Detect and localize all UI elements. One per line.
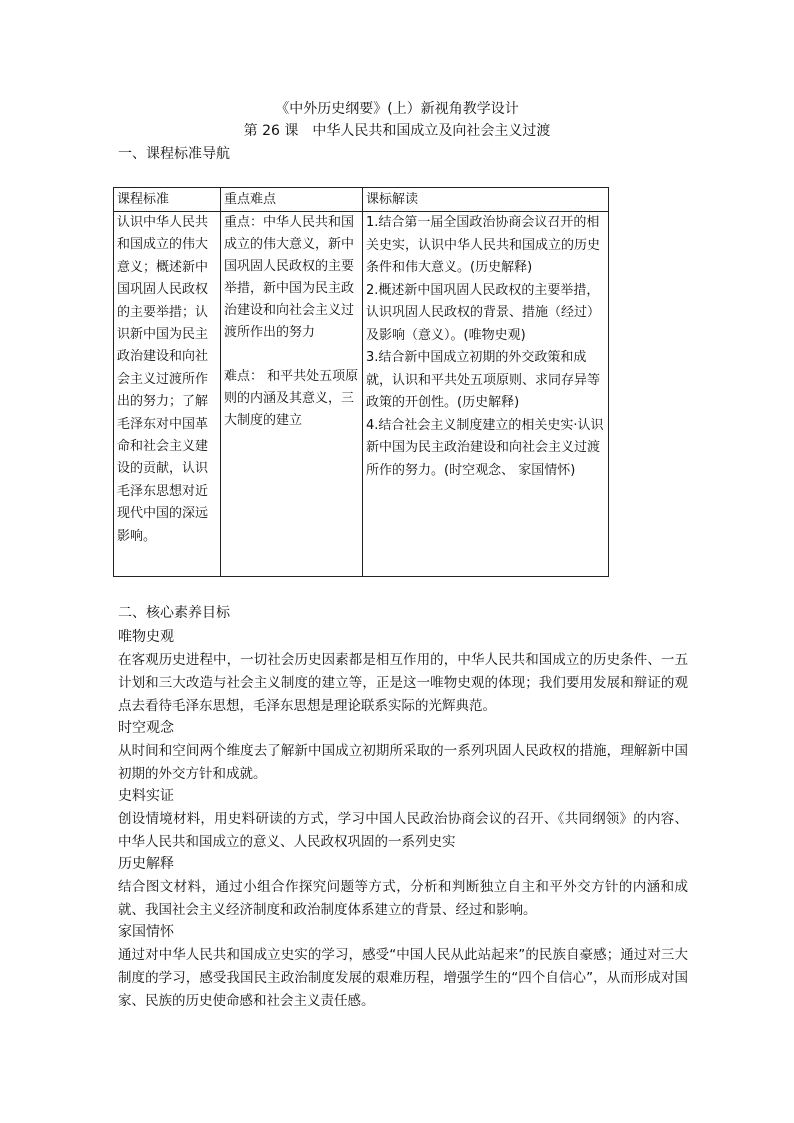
difficult-point-text: 难点： 和平共处五项原则的内涵及其意义，三大制度的建立 <box>224 369 359 428</box>
header-standard: 课程标准 <box>114 188 221 212</box>
key-point-text: 重点：中华人民共和国成立的伟大意义，新中国巩固人民政权的主要举措，新中国为民主政治建设和向社会主义过渡所作出的努力 <box>224 215 355 340</box>
literacy-title: 家国情怀 <box>118 924 174 940</box>
cell-interpretation <box>363 212 609 577</box>
header-key-points: 重点难点 <box>221 188 363 212</box>
interpretation-item: 4.结合社会主义制度建立的相关史实·认识新中国为民主政治建设和向社会主义过渡所作的努力。(时空观念、 家国情怀) <box>366 417 604 478</box>
table-row <box>114 212 609 577</box>
literacy-title: 历史解释 <box>118 856 174 872</box>
section-heading-curriculum: 一、课程标准导航 <box>118 146 230 162</box>
header-interpretation: 课标解读 <box>363 188 609 212</box>
literacy-text: 从时间和空间两个维度去了解新中国成立初期所采取的一系列巩固人民政权的措施，理解新中国初期的外交方针和成就。 <box>118 743 688 782</box>
literacy-text: 结合图文材料，通过小组合作探究问题等方式，分析和判断独立自主和平外交方针的内涵和成就、我国社会主义经济制度和政治制度体系建立的背景、经过和影响。 <box>118 879 688 918</box>
literacy-title: 史料实证 <box>118 788 174 804</box>
interpretation-item: 2.概述新中国巩固人民政权的主要举措，认识巩固人民政权的背景、措施（经过）及影响（意义）。(唯物史观) <box>366 282 601 343</box>
cell-standard: 认识中华人民共和国成立的伟大意义；概述新中国巩固人民政权的主要举措；认识新中国为民主政治建设和向社会主义过渡所作出的努力；了解毛泽东对中国革命和社会主义建设的贡献，认识毛泽东思想对近现代中国的深远影响。 <box>114 212 221 577</box>
literacy-title: 时空观念 <box>118 720 174 736</box>
section-heading-literacy: 二、核心素养目标 <box>118 605 230 621</box>
table-header-row <box>114 188 609 212</box>
literacy-title: 唯物史观 <box>118 629 174 645</box>
cell-key-points <box>221 212 363 577</box>
interpretation-item: 1.结合第一届全国政治协商会议召开的相关史实，认识中华人民共和国成立的历史条件和伟大意义。(历史解释) <box>366 215 601 275</box>
literacy-text: 通过对中华人民共和国成立史实的学习，感受“中国人民从此站起来”的民族自豪感；通过对三大制度的学习，感受我国民主政治制度发展的艰难历程，增强学生的“四个自信心”，从而形成对国家、民族的历史使命感和社会主义责任感。 <box>118 947 688 1009</box>
literacy-text: 在客观历史进程中，一切社会历史因素都是相互作用的，中华人民共和国成立的历史条件、一五计划和三大改造与社会主义制度的建立等，正是这一唯物史观的体现；我们要用发展和辩证的观点去看待毛泽东思想，毛泽东思想是理论联系实际的光辉典范。 <box>118 652 688 714</box>
document-title: 《中外历史纲要》(上）新视角教学设计 <box>275 101 519 117</box>
curriculum-table <box>113 187 609 577</box>
lesson-title: 第 26 课 中华人民共和国成立及向社会主义过渡 <box>243 123 551 139</box>
literacy-text: 创设情境材料，用史料研读的方式，学习中国人民政治协商会议的召开、《共同纲领》的内容、中华人民共和国成立的意义、人民政权巩固的一系列史实 <box>118 811 688 850</box>
interpretation-item: 3.结合新中国成立初期的外交政策和成就，认识和平共处五项原则、求同存异等政策的开创性。(历史解释) <box>366 350 601 410</box>
